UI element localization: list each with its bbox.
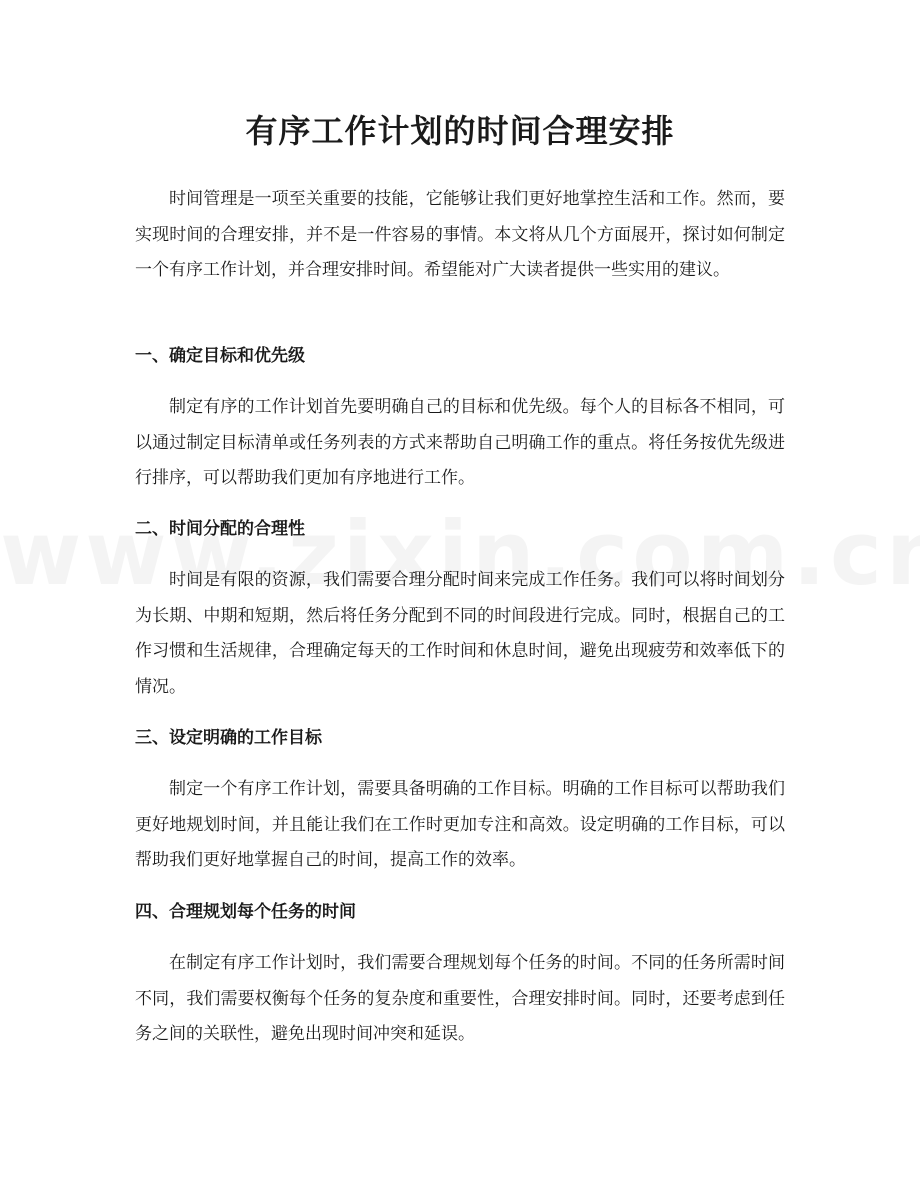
section-body-3: 制定一个有序工作计划，需要具备明确的工作目标。明确的工作目标可以帮助我们更好地规划时间，并且能让我们在工作时更加专注和高效。设定明确的工作目标，可以帮助我们更好地掌握自己的时间，提高工作的效率。 — [135, 779, 785, 870]
section-heading-4: 四、合理规划每个任务的时间 — [135, 902, 356, 922]
section-heading-1: 一、确定目标和优先级 — [135, 346, 305, 366]
section-body-4: 在制定有序工作计划时，我们需要合理规划每个任务的时间。不同的任务所需时间不同，我们需要权衡每个任务的复杂度和重要性，合理安排时间。同时，还要考虑到任务之间的关联性，避免出现时间冲突和延误。 — [135, 953, 785, 1044]
section-heading-3: 三、设定明确的工作目标 — [135, 728, 322, 748]
section-body-1: 制定有序的工作计划首先要明确自己的目标和优先级。每个人的目标各不相同，可以通过制定目标清单或任务列表的方式来帮助自己明确工作的重点。将任务按优先级进行排序，可以帮助我们更加有序地进行工作。 — [135, 397, 785, 488]
page-title: 有序工作计划的时间合理安排 — [245, 112, 675, 150]
intro-paragraph: 时间管理是一项至关重要的技能，它能够让我们更好地掌控生活和工作。然而，要实现时间的合理安排，并不是一件容易的事情。本文将从几个方面展开，探讨如何制定一个有序工作计划，并合理安排时间。希望能对广大读者提供一些实用的建议。 — [135, 189, 785, 280]
section-body-2: 时间是有限的资源，我们需要合理分配时间来完成工作任务。我们可以将时间划分为长期、中期和短期，然后将任务分配到不同的时间段进行完成。同时，根据自己的工作习惯和生活规律，合理确定每天的工作时间和休息时间，避免出现疲劳和效率低下的情况。 — [135, 570, 785, 697]
section-heading-2: 二、时间分配的合理性 — [135, 519, 305, 539]
